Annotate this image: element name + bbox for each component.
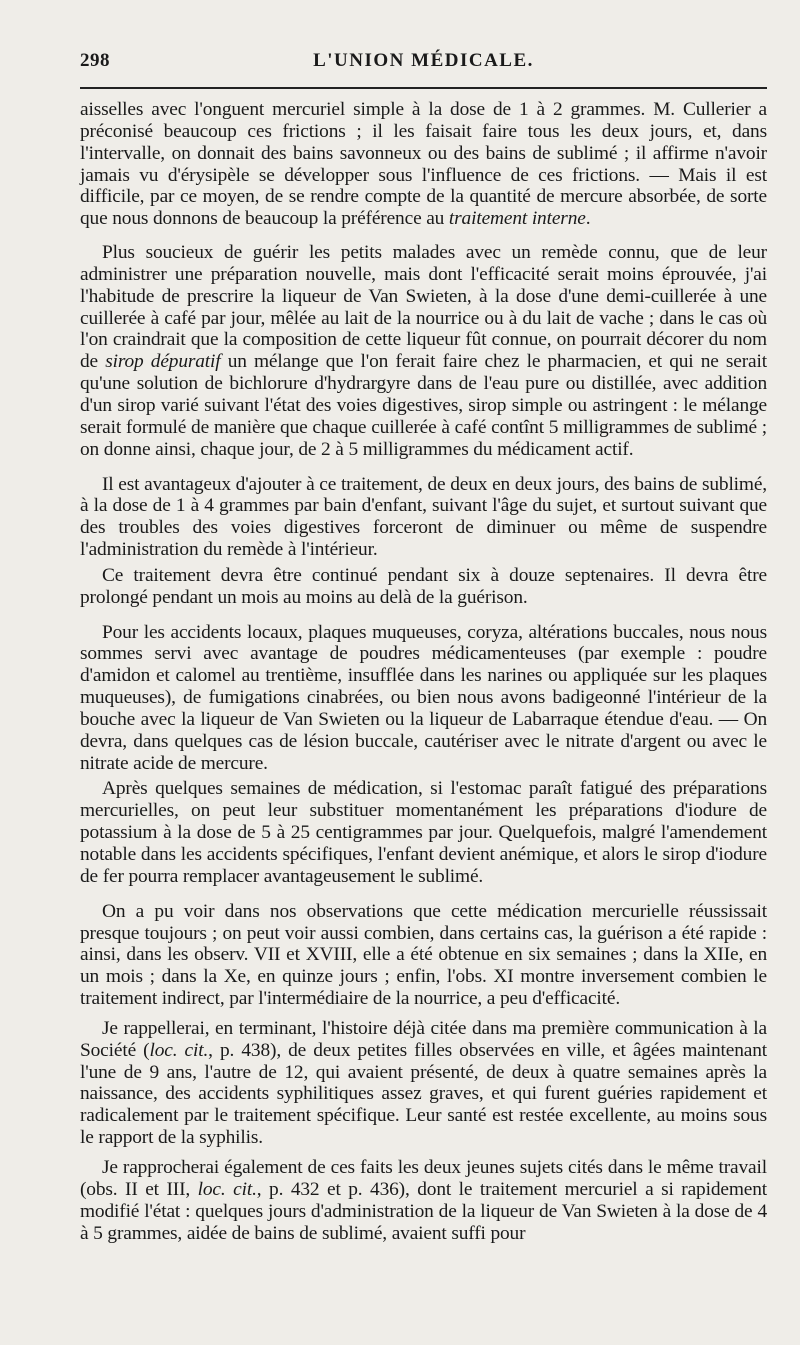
paragraph — [80, 1157, 767, 1244]
italic-text: sirop dépuratif — [105, 351, 221, 373]
running-title: L'UNION MÉDICALE. — [313, 50, 534, 71]
paragraph — [80, 565, 767, 609]
text: On a pu voir dans nos observations que cette médication mercurielle réussissait presque toujours ; on peut voir aussi combien, dans certains cas, la guérison a été rapide : ainsi, dans les observ. VII et XVIII, elle a été obtenue en six semaines ; dans la XIIe, en un mois ; dans la Xe, en quinze jours ; enfin, l'obs. XI montre inversement combien le traitement indirect, par l'intermédiaire de la nourrice, a peu d'efficacité. — [80, 900, 767, 1010]
text: Plus soucieux de guérir les petits malades avec un remède connu, que de leur administrer une préparation nouvelle, mais dont l'efficacité serait moins éprouvée, j'ai l'habitude de prescrire la liqueur de Van Swieten, à la dose d'une demi-cuillerée à une cuillerée à café par jour, mêlée au lait de la nourrice ou à du lait de vache ; dans le cas où l'on craindrait que la composition de cette liqueur fût connue, on pourrait décorer du nom de — [80, 242, 767, 373]
italic-text: loc. cit. — [149, 1039, 209, 1061]
text: Je rapprocherai également de ces faits les deux jeunes sujets cités dans le même travail (obs. II et III, — [80, 1156, 767, 1200]
text: Pour les accidents locaux, plaques muqueuses, coryza, altérations buccales, nous nous sommes servi avec avantage de poudres médicamenteuses (par exemple : poudre d'amidon et calomel au trentième, insufflée dans les narines ou appliquée sur les plaques muqueuses), de fumigations cinabrées, ou bien nous avons badigeonné l'intérieur de la bouche avec la liqueur de Van Swieten ou la liqueur de Labarraque étendue d'eau. — On devra, dans quelques cas de lésion buccale, cautériser avec le nitrate d'argent ou avec le nitrate acide de mercure. — [80, 621, 767, 774]
paragraph — [80, 242, 767, 460]
page-header — [80, 50, 767, 80]
italic-text: traitement interne — [448, 208, 586, 230]
text: , p. 432 et p. 436), dont le traitement mercuriel a si rapidement modifié l'état : quelques jours d'administration de la liqueur de Van Swieten à la dose de 4 à 5 grammes, aidée de bains de sublimé, avaient suffi pour — [80, 1178, 767, 1244]
header-rule — [80, 87, 767, 89]
page-number: 298 — [80, 50, 110, 71]
text: Il est avantageux d'ajouter à ce traitement, de deux en deux jours, des bains de sublimé, à la dose de 1 à 4 grammes par bain d'enfant, suivant l'âge du sujet, et surtout suivant que des troubles des voies digestives forceront de diminuer ou même de suspendre l'administration du remède à l'intérieur. — [80, 473, 767, 561]
text: Après quelques semaines de médication, si l'estomac paraît fatigué des préparations mercurielles, on peut leur substituer momentanément les préparations d'iodure de potassium à la dose de 5 à 25 centigrammes par jour. Quelquefois, malgré l'amendement notable dans les accidents spécifiques, l'enfant devient anémique, et alors le sirop d'iodure de fer pourra remplacer avantageusement le sublimé. — [80, 778, 767, 887]
text: aisselles avec l'onguent mercuriel simple à la dose de 1 à 2 grammes. M. Cullerier a préconisé beaucoup ces frictions ; il les faisait faire tous les deux jours, et, dans l'intervalle, on donnait des bains savonneux ou des bains de sublimé ; il affirme n'avoir jamais vu d'érysipèle se développer sous l'influence de ces frictions. — Mais il est difficile, par ce moyen, de se rendre compte de la quantité de mercure absorbée, de sorte que nous donnons de beaucoup la préférence au — [80, 99, 767, 230]
paragraph — [80, 474, 767, 561]
italic-text: loc. cit. — [197, 1178, 257, 1200]
article-body — [80, 99, 767, 1244]
text: Je rappellerai, en terminant, l'histoire déjà citée dans ma première communication à la Société ( — [80, 1017, 767, 1061]
paragraph — [80, 778, 767, 887]
text: , p. 438), de deux petites filles observées en ville, et âgées maintenant l'une de 9 ans, l'autre de 12, qui avaient présenté, de deux à quatre semaines après la naissance, des accidents syphilitiques assez graves, et qui furent guéries rapidement et radicalement par le traitement spécifique. Leur santé est restée excellente, au moins sous le rapport de la syphilis. — [80, 1039, 768, 1149]
paragraph — [80, 622, 767, 775]
text: . — [585, 208, 591, 230]
paragraph — [80, 901, 767, 1010]
text: Ce traitement devra être continué pendant six à douze septenaires. Il devra être prolongé pendant un mois au moins au delà de la guérison. — [80, 564, 767, 608]
text: un mélange que l'on ferait faire chez le pharmacien, et qui ne serait qu'une solution de bichlorure d'hydrargyre dans de l'eau pure ou distillée, avec addition d'un sirop varié suivant l'état des voies digestives, sirop simple ou astringent : le mélange serait formulé de manière que chaque cuillerée à café contînt 5 milligrammes de sublimé ; on donne ainsi, chaque jour, de 2 à 5 milligrammes du médicament actif. — [80, 351, 767, 460]
paragraph — [80, 99, 767, 230]
paragraph — [80, 1018, 767, 1149]
